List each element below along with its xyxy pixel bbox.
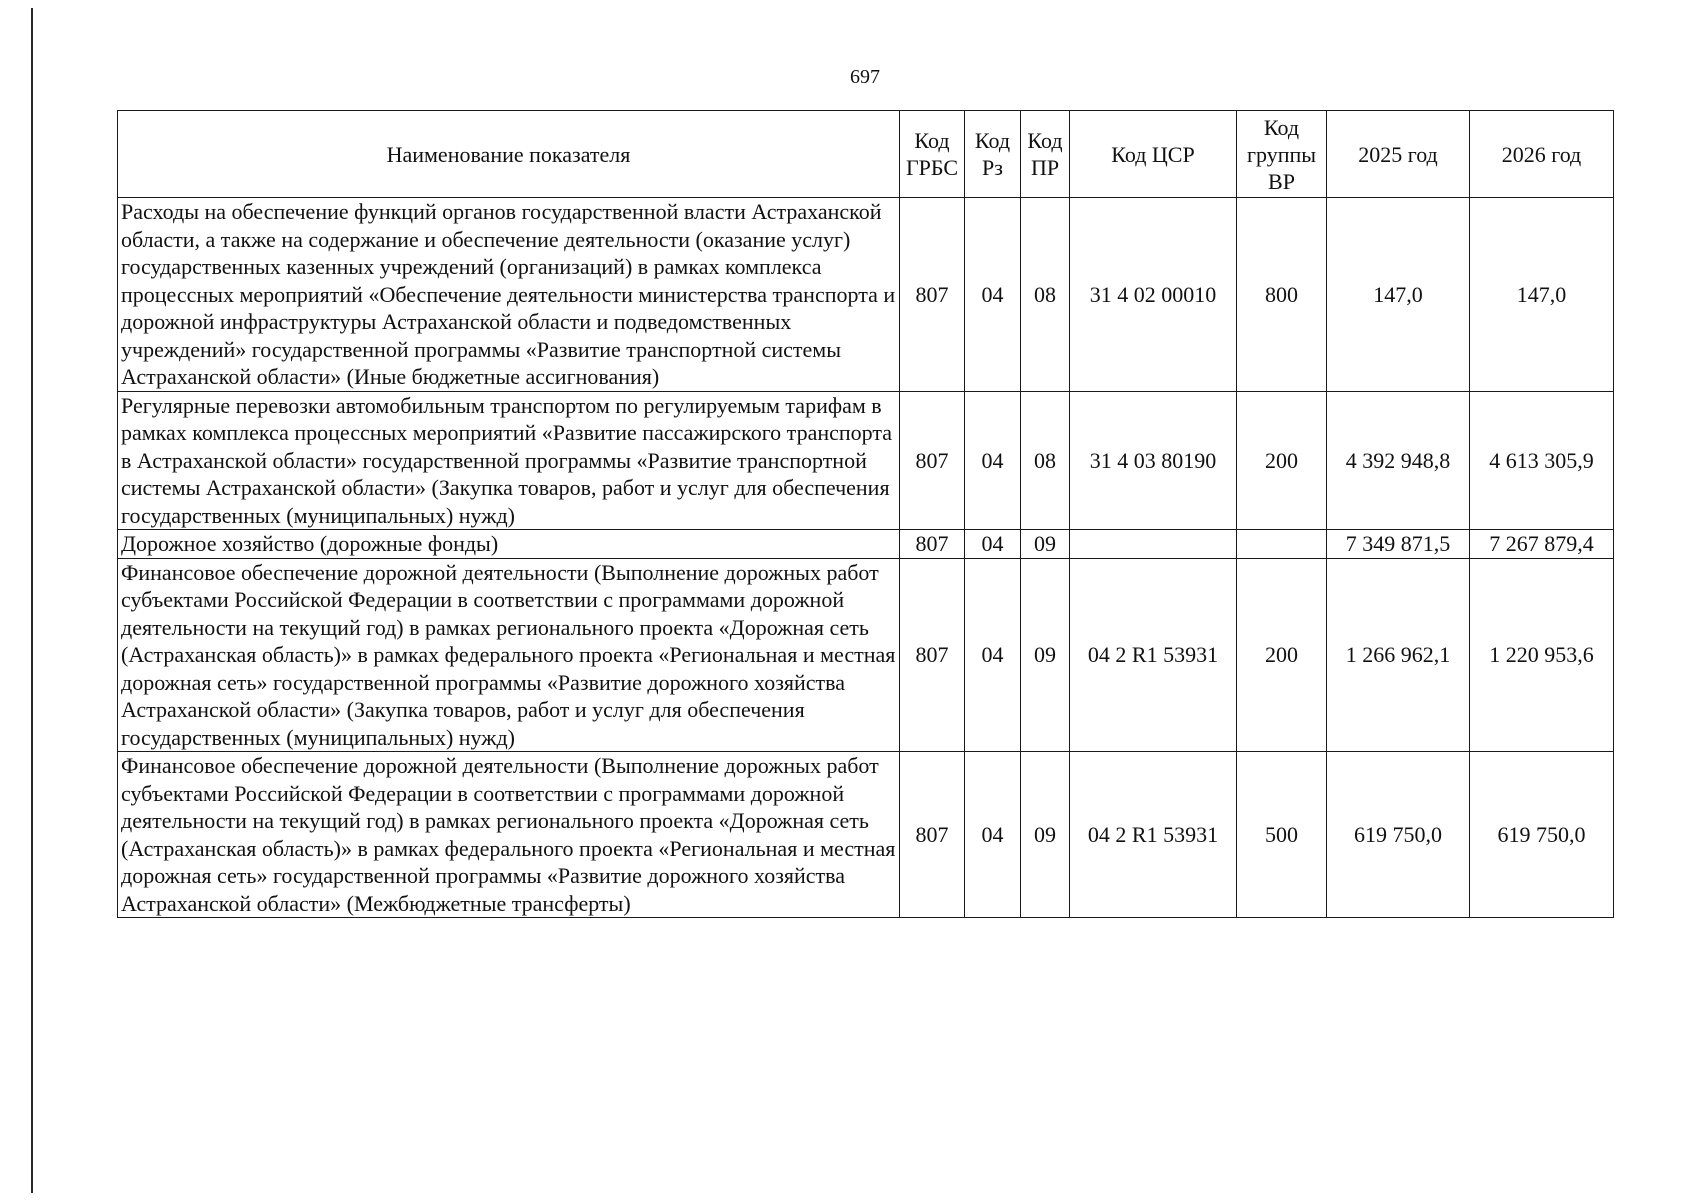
row-amount-2026: 619 750,0: [1470, 752, 1614, 918]
budget-table: [117, 110, 1614, 918]
header-vr-group-code: Код группы ВР: [1237, 111, 1327, 198]
row-csr-code: 31 4 02 00010: [1070, 198, 1237, 392]
row-pr-code: 08: [1021, 198, 1070, 392]
row-amount-2025: 4 392 948,8: [1327, 391, 1470, 530]
row-grbs-code: 807: [900, 558, 965, 752]
row-indicator-name: Финансовое обеспечение дорожной деятельности (Выполнение дорожных работ субъектами Российской Федерации в соответствии с программами дорожной деятельности на текущий год) в рамках регионального проекта «Дорожная сеть (Астраханская область)» в рамках федерального проекта «Региональная и местная дорожная сеть» государственной программы «Развитие дорожного хозяйства Астраханской области» (Межбюджетные трансферты): [118, 752, 900, 918]
row-amount-2025: 1 266 962,1: [1327, 558, 1470, 752]
table-row: [118, 530, 1614, 559]
row-rz-code: 04: [965, 391, 1021, 530]
header-year-2025: 2025 год: [1327, 111, 1470, 198]
row-vr-code: 500: [1237, 752, 1327, 918]
row-indicator-name: Дорожное хозяйство (дорожные фонды): [118, 530, 900, 559]
header-grbs-code: Код ГРБС: [900, 111, 965, 198]
row-indicator-name: Расходы на обеспечение функций органов государственной власти Астраханской области, а также на содержание и обеспечение деятельности (оказание услуг) государственных казенных учреждений (организаций) в рамках комплекса процессных мероприятий «Обеспечение деятельности министерства транспорта и дорожной инфраструктуры Астраханской области и подведомственных учреждений» государственной программы «Развитие транспортной системы Астраханской области» (Иные бюджетные ассигнования): [118, 198, 900, 392]
row-vr-code: 200: [1237, 391, 1327, 530]
header-year-2026: 2026 год: [1470, 111, 1614, 198]
row-vr-code: 200: [1237, 558, 1327, 752]
row-grbs-code: 807: [900, 391, 965, 530]
row-vr-code: [1237, 530, 1327, 559]
row-vr-code: 800: [1237, 198, 1327, 392]
row-amount-2026: 147,0: [1470, 198, 1614, 392]
row-amount-2025: 147,0: [1327, 198, 1470, 392]
header-indicator-name: Наименование показателя: [118, 111, 900, 198]
table-row: [118, 752, 1614, 918]
row-grbs-code: 807: [900, 752, 965, 918]
page-number: 697: [850, 66, 880, 88]
row-pr-code: 09: [1021, 752, 1070, 918]
row-grbs-code: 807: [900, 530, 965, 559]
row-indicator-name: Финансовое обеспечение дорожной деятельности (Выполнение дорожных работ субъектами Российской Федерации в соответствии с программами дорожной деятельности на текущий год) в рамках регионального проекта «Дорожная сеть (Астраханская область)» в рамках федерального проекта «Региональная и местная дорожная сеть» государственной программы «Развитие дорожного хозяйства Астраханской области» (Закупка товаров, работ и услуг для обеспечения государственных (муниципальных) нужд): [118, 558, 900, 752]
header-pr-code: Код ПР: [1021, 111, 1070, 198]
row-pr-code: 09: [1021, 530, 1070, 559]
row-csr-code: [1070, 530, 1237, 559]
header-rz-code: Код Рз: [965, 111, 1021, 198]
row-amount-2025: 7 349 871,5: [1327, 530, 1470, 559]
row-pr-code: 09: [1021, 558, 1070, 752]
table-row: [118, 198, 1614, 392]
table-row: [118, 391, 1614, 530]
row-pr-code: 08: [1021, 391, 1070, 530]
row-grbs-code: 807: [900, 198, 965, 392]
row-rz-code: 04: [965, 558, 1021, 752]
row-rz-code: 04: [965, 752, 1021, 918]
row-amount-2026: 7 267 879,4: [1470, 530, 1614, 559]
header-csr-code: Код ЦСР: [1070, 111, 1237, 198]
row-rz-code: 04: [965, 530, 1021, 559]
row-rz-code: 04: [965, 198, 1021, 392]
table-header-row: [118, 111, 1614, 198]
row-indicator-name: Регулярные перевозки автомобильным транспортом по регулируемым тарифам в рамках комплекса процессных мероприятий «Развитие пассажирского транспорта в Астраханской области» государственной программы «Развитие транспортной системы Астраханской области» (Закупка товаров, работ и услуг для обеспечения государственных (муниципальных) нужд): [118, 391, 900, 530]
row-amount-2025: 619 750,0: [1327, 752, 1470, 918]
row-amount-2026: 1 220 953,6: [1470, 558, 1614, 752]
row-amount-2026: 4 613 305,9: [1470, 391, 1614, 530]
row-csr-code: 31 4 03 80190: [1070, 391, 1237, 530]
scan-edge-line: [31, 8, 33, 1193]
row-csr-code: 04 2 R1 53931: [1070, 752, 1237, 918]
table-row: [118, 558, 1614, 752]
row-csr-code: 04 2 R1 53931: [1070, 558, 1237, 752]
